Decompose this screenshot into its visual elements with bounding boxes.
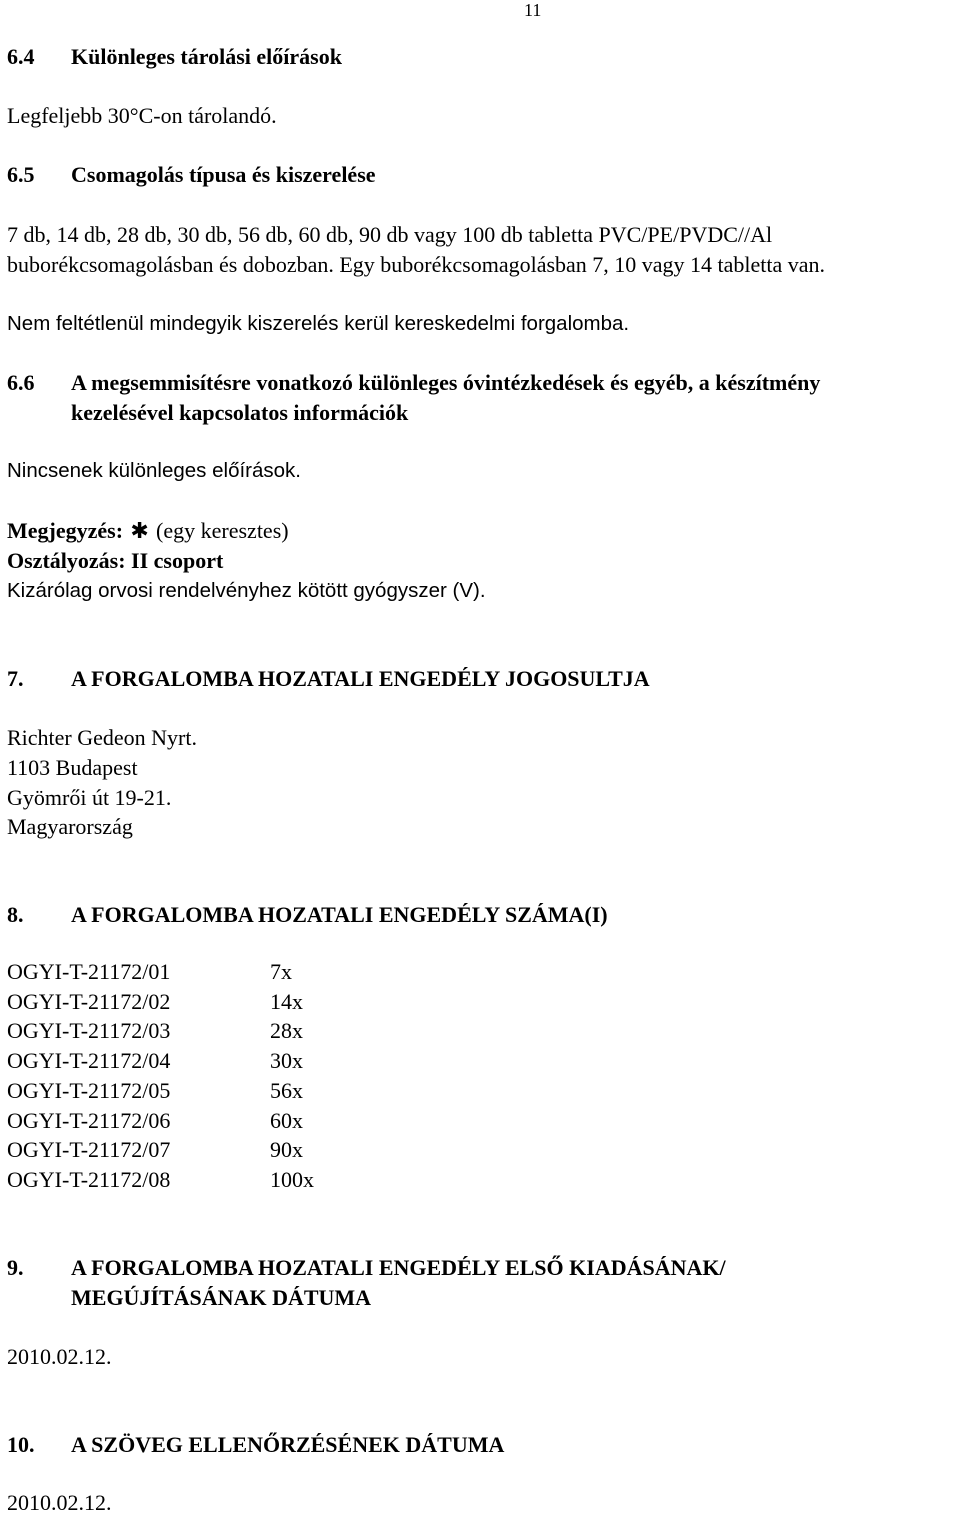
section-number: 6.6 — [7, 370, 35, 395]
section-9-heading — [7, 1253, 726, 1282]
holder-country: Magyarország — [7, 814, 133, 839]
section-number: 6.4 — [7, 44, 35, 69]
section-6-5-heading — [7, 160, 376, 189]
page-number: 11 — [524, 0, 542, 20]
authorisation-code: OGYI-T-21172/01 — [7, 959, 171, 984]
section-8-heading — [7, 900, 608, 929]
classification: Osztályozás: II csoport — [7, 548, 224, 573]
section-number: 7. — [7, 666, 24, 691]
authorisation-code: OGYI-T-21172/06 — [7, 1107, 171, 1133]
note-text: (egy keresztes) — [156, 518, 289, 543]
disposal-text: Nincsenek különleges előírások. — [7, 459, 301, 482]
pack-size: 56x — [270, 1077, 303, 1103]
pack-size: 14x — [270, 988, 303, 1014]
revision-date: 2010.02.12. — [7, 1490, 112, 1515]
packaging-note: Nem feltétlenül mindegyik kiszerelés kerül kereskedelmi forgalomba. — [7, 312, 630, 335]
section-title: Különleges tárolási előírások — [71, 44, 342, 69]
table-row — [7, 1135, 314, 1165]
table-row — [7, 1046, 314, 1076]
section-10-heading — [7, 1430, 504, 1459]
section-title-line-2: kezelésével kapcsolatos információk — [71, 400, 409, 425]
section-title: A FORGALOMBA HOZATALI ENGEDÉLY JOGOSULTJA — [71, 666, 650, 691]
authorisation-code: OGYI-T-21172/07 — [7, 1137, 171, 1163]
note-label: Megjegyzés: — [7, 518, 124, 543]
section-title: A FORGALOMBA HOZATALI ENGEDÉLY SZÁMA(I) — [71, 902, 608, 927]
pack-size: 100x — [270, 1166, 314, 1192]
section-number: 6.5 — [7, 162, 35, 187]
holder-street: Gyömrői út 19-21. — [7, 785, 172, 810]
packaging-text-line-2: buborékcsomagolásban és dobozban. Egy buborékcsomagolásban 7, 10 vagy 14 tabletta van. — [7, 252, 826, 277]
table-row — [7, 1106, 314, 1136]
authorisation-code: OGYI-T-21172/04 — [7, 1048, 171, 1074]
storage-text: Legfeljebb 30°C-on tárolandó. — [7, 103, 277, 128]
authorisation-code: OGYI-T-21172/05 — [7, 1077, 171, 1103]
section-7-heading — [7, 664, 650, 693]
pack-size: 28x — [270, 1018, 303, 1044]
table-row — [7, 1076, 314, 1106]
pack-size: 90x — [270, 1137, 303, 1163]
pack-size: 60x — [270, 1107, 303, 1133]
authorisation-code: OGYI-T-21172/03 — [7, 1018, 171, 1044]
section-6-4-heading — [7, 42, 342, 71]
table-row — [7, 987, 314, 1017]
holder-name: Richter Gedeon Nyrt. — [7, 725, 197, 750]
table-row — [7, 1016, 314, 1046]
section-number: 8. — [7, 902, 24, 927]
section-6-6-heading — [7, 368, 820, 397]
pack-size: 30x — [270, 1048, 303, 1074]
section-title-line-2: MEGÚJÍTÁSÁNAK DÁTUMA — [71, 1285, 372, 1310]
authorisation-code: OGYI-T-21172/02 — [7, 988, 171, 1014]
first-authorisation-date: 2010.02.12. — [7, 1344, 112, 1369]
packaging-text-line-1: 7 db, 14 db, 28 db, 30 db, 56 db, 60 db, 90 db vagy 100 db tabletta PVC/PE/PVDC//Al — [7, 222, 773, 247]
section-title-line-1: A FORGALOMBA HOZATALI ENGEDÉLY ELSŐ KIADÁSÁNAK/ — [71, 1255, 726, 1280]
table-row — [7, 1165, 314, 1195]
pack-size: 7x — [270, 959, 292, 984]
section-number: 9. — [7, 1255, 24, 1280]
note-line — [7, 516, 289, 545]
authorisation-code: OGYI-T-21172/08 — [7, 1166, 171, 1192]
section-title: A SZÖVEG ELLENŐRZÉSÉNEK DÁTUMA — [71, 1432, 505, 1457]
table-row — [7, 957, 314, 987]
cross-icon: ✱ — [130, 518, 149, 543]
authorisation-numbers-table — [7, 957, 314, 1195]
section-title: Csomagolás típusa és kiszerelése — [71, 162, 376, 187]
prescription-status: Kizárólag orvosi rendelvényhez kötött gyógyszer (V). — [7, 579, 486, 602]
section-title-line-1: A megsemmisítésre vonatkozó különleges óvintézkedések és egyéb, a készítmény — [71, 370, 821, 395]
section-number: 10. — [7, 1432, 35, 1457]
holder-city: 1103 Budapest — [7, 755, 138, 780]
